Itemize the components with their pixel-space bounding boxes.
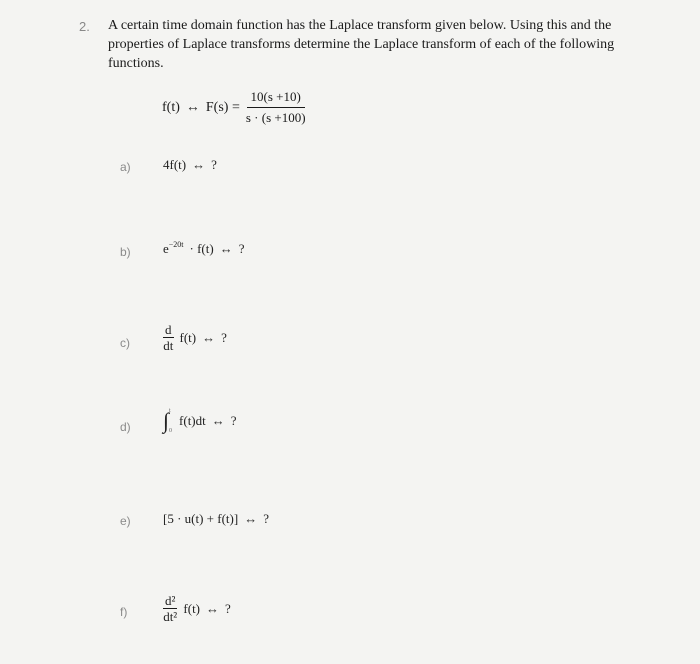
part-f-label: f) [120, 605, 128, 619]
part-d-arrow: ↔ [211, 413, 225, 428]
given-transform [162, 89, 306, 126]
part-e-question: ? [263, 511, 269, 526]
given-lhs: f(t) [162, 99, 180, 115]
part-e-expression [163, 511, 269, 527]
part-f-question: ? [225, 600, 231, 616]
part-b-base: $e^{-20t}$ [163, 240, 184, 256]
part-c-expression [163, 323, 227, 352]
part-b-expression [163, 241, 244, 257]
given-numerator: 10(s +10) [247, 89, 305, 108]
part-a-arrow: ↔ [192, 157, 206, 172]
part-d-integral-group [163, 408, 173, 434]
part-a-label: a) [120, 160, 131, 174]
part-f-den: dt² [163, 609, 178, 624]
part-d-integral-sign: ∫ [163, 408, 170, 433]
part-c-derivative [163, 323, 174, 352]
part-f-expression [163, 594, 231, 623]
part-c-num: d [165, 322, 172, 337]
part-b-rest: · f(t) [189, 241, 214, 256]
part-e-label: e) [120, 514, 131, 528]
part-f-derivative [163, 594, 177, 623]
part-c-label: c) [120, 336, 130, 350]
part-a-expression [163, 157, 217, 173]
part-b-label: b) [120, 245, 131, 259]
given-fs: F(s) = [205, 99, 240, 115]
part-d-limits [169, 408, 172, 434]
part-c-den: dt [163, 338, 174, 353]
part-b-exponent: −20t [168, 240, 184, 249]
part-f-rest: f(t) [183, 600, 201, 616]
part-f-arrow: ↔ [206, 600, 220, 616]
part-b-arrow: ↔ [219, 241, 233, 256]
part-e-arrow: ↔ [244, 511, 258, 526]
part-f-num: d² [165, 593, 176, 608]
part-c-arrow: ↔ [202, 329, 216, 345]
part-d-question: ? [230, 413, 237, 428]
part-a-question: ? [211, 157, 217, 172]
part-b-question: ? [238, 241, 245, 256]
question-number: 2. [79, 19, 90, 34]
part-d-upper-limit: t [169, 408, 171, 414]
part-e-expr: [5 · u(t) + f(t)] [163, 511, 239, 526]
question-intro: A certain time domain function has the Laplace transform given below. Using this and the properties of Laplace transforms determine the Laplace transform of each of the following functions. [108, 18, 615, 71]
part-d-label: d) [120, 420, 131, 434]
part-c-rest: f(t) [179, 329, 197, 345]
part-d-expression [163, 408, 237, 434]
part-d-lower-limit: 0 [169, 428, 173, 434]
part-d-rest: f(t)dt [179, 413, 206, 428]
given-fraction [246, 89, 306, 126]
given-arrow: ↔ [185, 99, 200, 115]
part-a-expr: 4f(t) [163, 157, 187, 172]
given-denominator: s · (s +100) [245, 110, 306, 125]
part-c-question: ? [221, 329, 227, 345]
